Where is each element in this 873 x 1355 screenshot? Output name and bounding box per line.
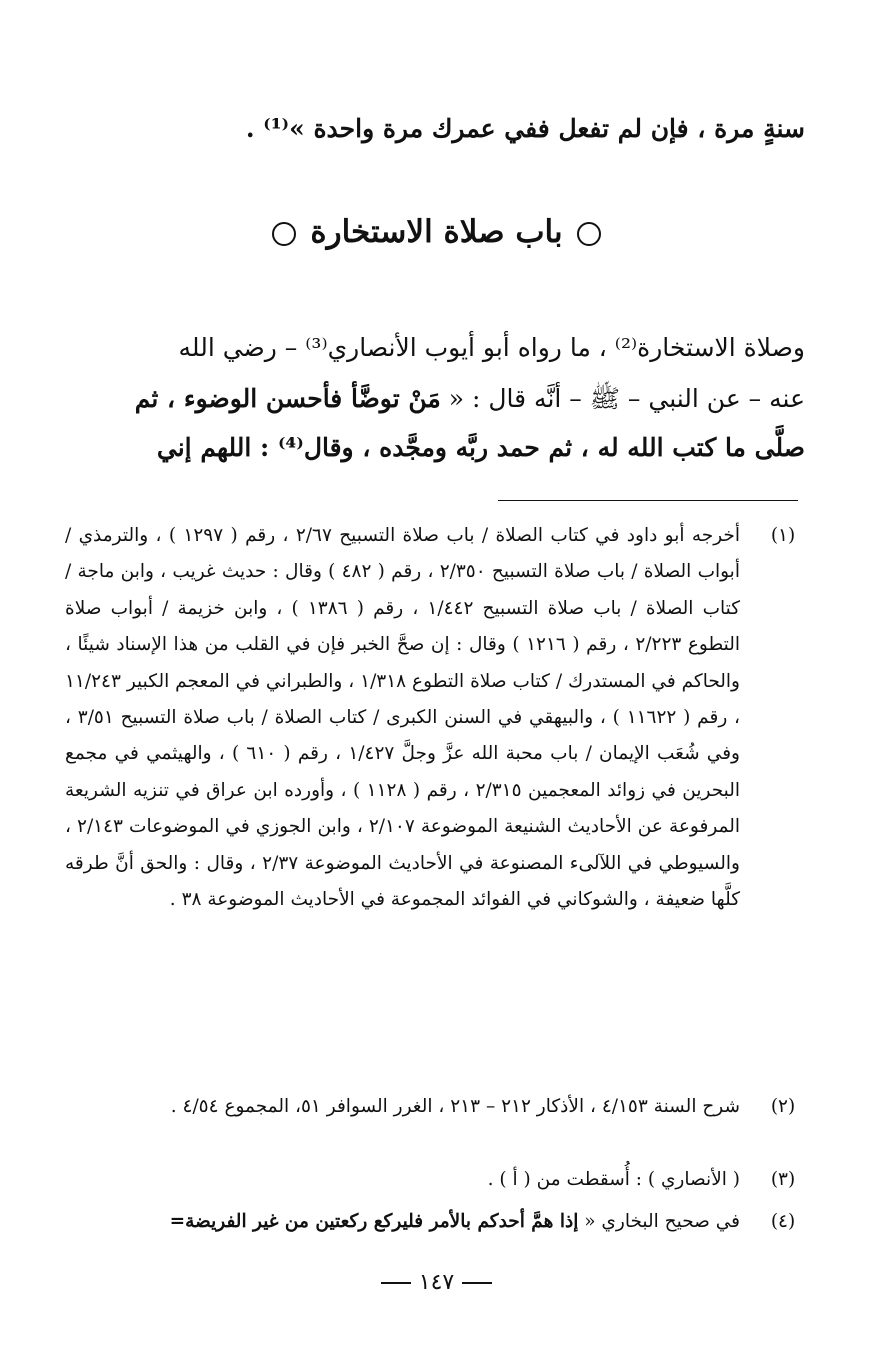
hadith-quote-start: مَنْ توضَّأ فأحسن الوضوء ، ثم [134,384,441,413]
footnote-text [65,1204,740,1240]
body-line-2 [135,383,805,420]
dash-ornament [381,1282,411,1284]
footnote-number: (٢) [770,1096,796,1117]
circle-ornament-icon [272,222,296,246]
footnote-number: (٤) [770,1211,796,1232]
footnote-number: (٣) [770,1169,796,1190]
section-heading [0,214,873,250]
page-number [0,1270,873,1295]
footnote-text: شرح السنة ٤/١٥٣ ، الأذكار ٢١٢ – ٢١٣ ، الغرر السوافر ٥١، المجموع ٤/٥٤ . [170,1096,740,1117]
footnote-text: ( الأنصاري ) : أُسقطت من ( أ ) . [487,1169,740,1190]
footnote-2 [65,1089,795,1125]
dash-ornament [462,1282,492,1284]
footnote-1 [65,518,795,918]
continuation-line: سنةٍ مرة ، فإن لم تفعل ففي عمرك مرة واحدة »⁽¹⁾ . [245,114,805,143]
footnote-quote: إذا همَّ أحدكم بالأمر فليركع ركعتين من غير الفريضة= [169,1211,579,1232]
heading-text: باب صلاة الاستخارة [310,214,563,250]
body-line-2-plain: عنه – عن النبي – ﷺ – أنَّه قال : « [448,384,805,413]
page-number-text: ١٤٧ [418,1270,455,1295]
footnote-3 [65,1162,795,1198]
footnote-text: أخرجه أبو داود في كتاب الصلاة / باب صلاة التسبيح ٢/٦٧ ، رقم ( ١٢٩٧ ) ، والترمذي / أبواب الصلاة / باب صلاة التسبيح ٢/٣٥٠ ، رقم ( ٤٨٢ ) وقال : حديث غريب ، وابن ماجة / كتاب الصلاة / باب صلاة التسبيح ١/٤٤٢ ، رقم ( ١٣٨٦ ) ، وابن خزيمة / أبواب صلاة التطوع ٢/٢٢٣ ، رقم ( ١٢١٦ ) وقال : إن صحَّ الخبر فإن في القلب من هذا الإسناد شيئًا ، والحاكم في المستدرك / كتاب صلاة التطوع ١/٣١٨ ، والطبراني في المعجم الكبير ١١/٢٤٣ ، رقم ( ١١٦٢٢ ) ، والبيهقي في السنن الكبرى / كتاب الصلاة / باب صلاة التسبيح ٣/٥١ ، وفي شُعَب الإيمان / باب محبة الله عزَّ وجلَّ ١/٤٢٧ ، رقم ( ٦١٠ ) ، والهيثمي في مجمع البحرين في زوائد المعجمين ٢/٣١٥ ، رقم ( ١١٢٨ ) ، وأورده ابن عراق في تنزيه الشريعة المرفوعة عن الأحاديث الشنيعة الموضوعة ٢/١٠٧ ، وابن الجوزي في الموضوعات ٢/١٤٣ ، والسيوطي في اللآلىء المصنوعة في الأحاديث الموضوعة ٢/٣٧ ، وقال : والحق أنَّ طرقه كلَّها ضعيفة ، والشوكاني في الفوائد المجموعة في الأحاديث الموضوعة ٣٨ . [65,525,741,911]
body-line-3: صلَّى ما كتب الله له ، ثم حمد ربَّه ومجَّده ، وقال⁽⁴⁾ : اللهم إني [156,433,805,462]
footnote-4 [65,1204,795,1240]
footnote-plain: في صحيح البخاري « [584,1211,740,1232]
circle-ornament-icon [577,222,601,246]
body-line-1: وصلاة الاستخارة⁽²⁾ ، ما رواه أبو أيوب الأنصاري⁽³⁾ – رضي الله [178,333,805,362]
footnote-number: (١) [770,525,796,546]
footnote-separator [498,500,798,501]
